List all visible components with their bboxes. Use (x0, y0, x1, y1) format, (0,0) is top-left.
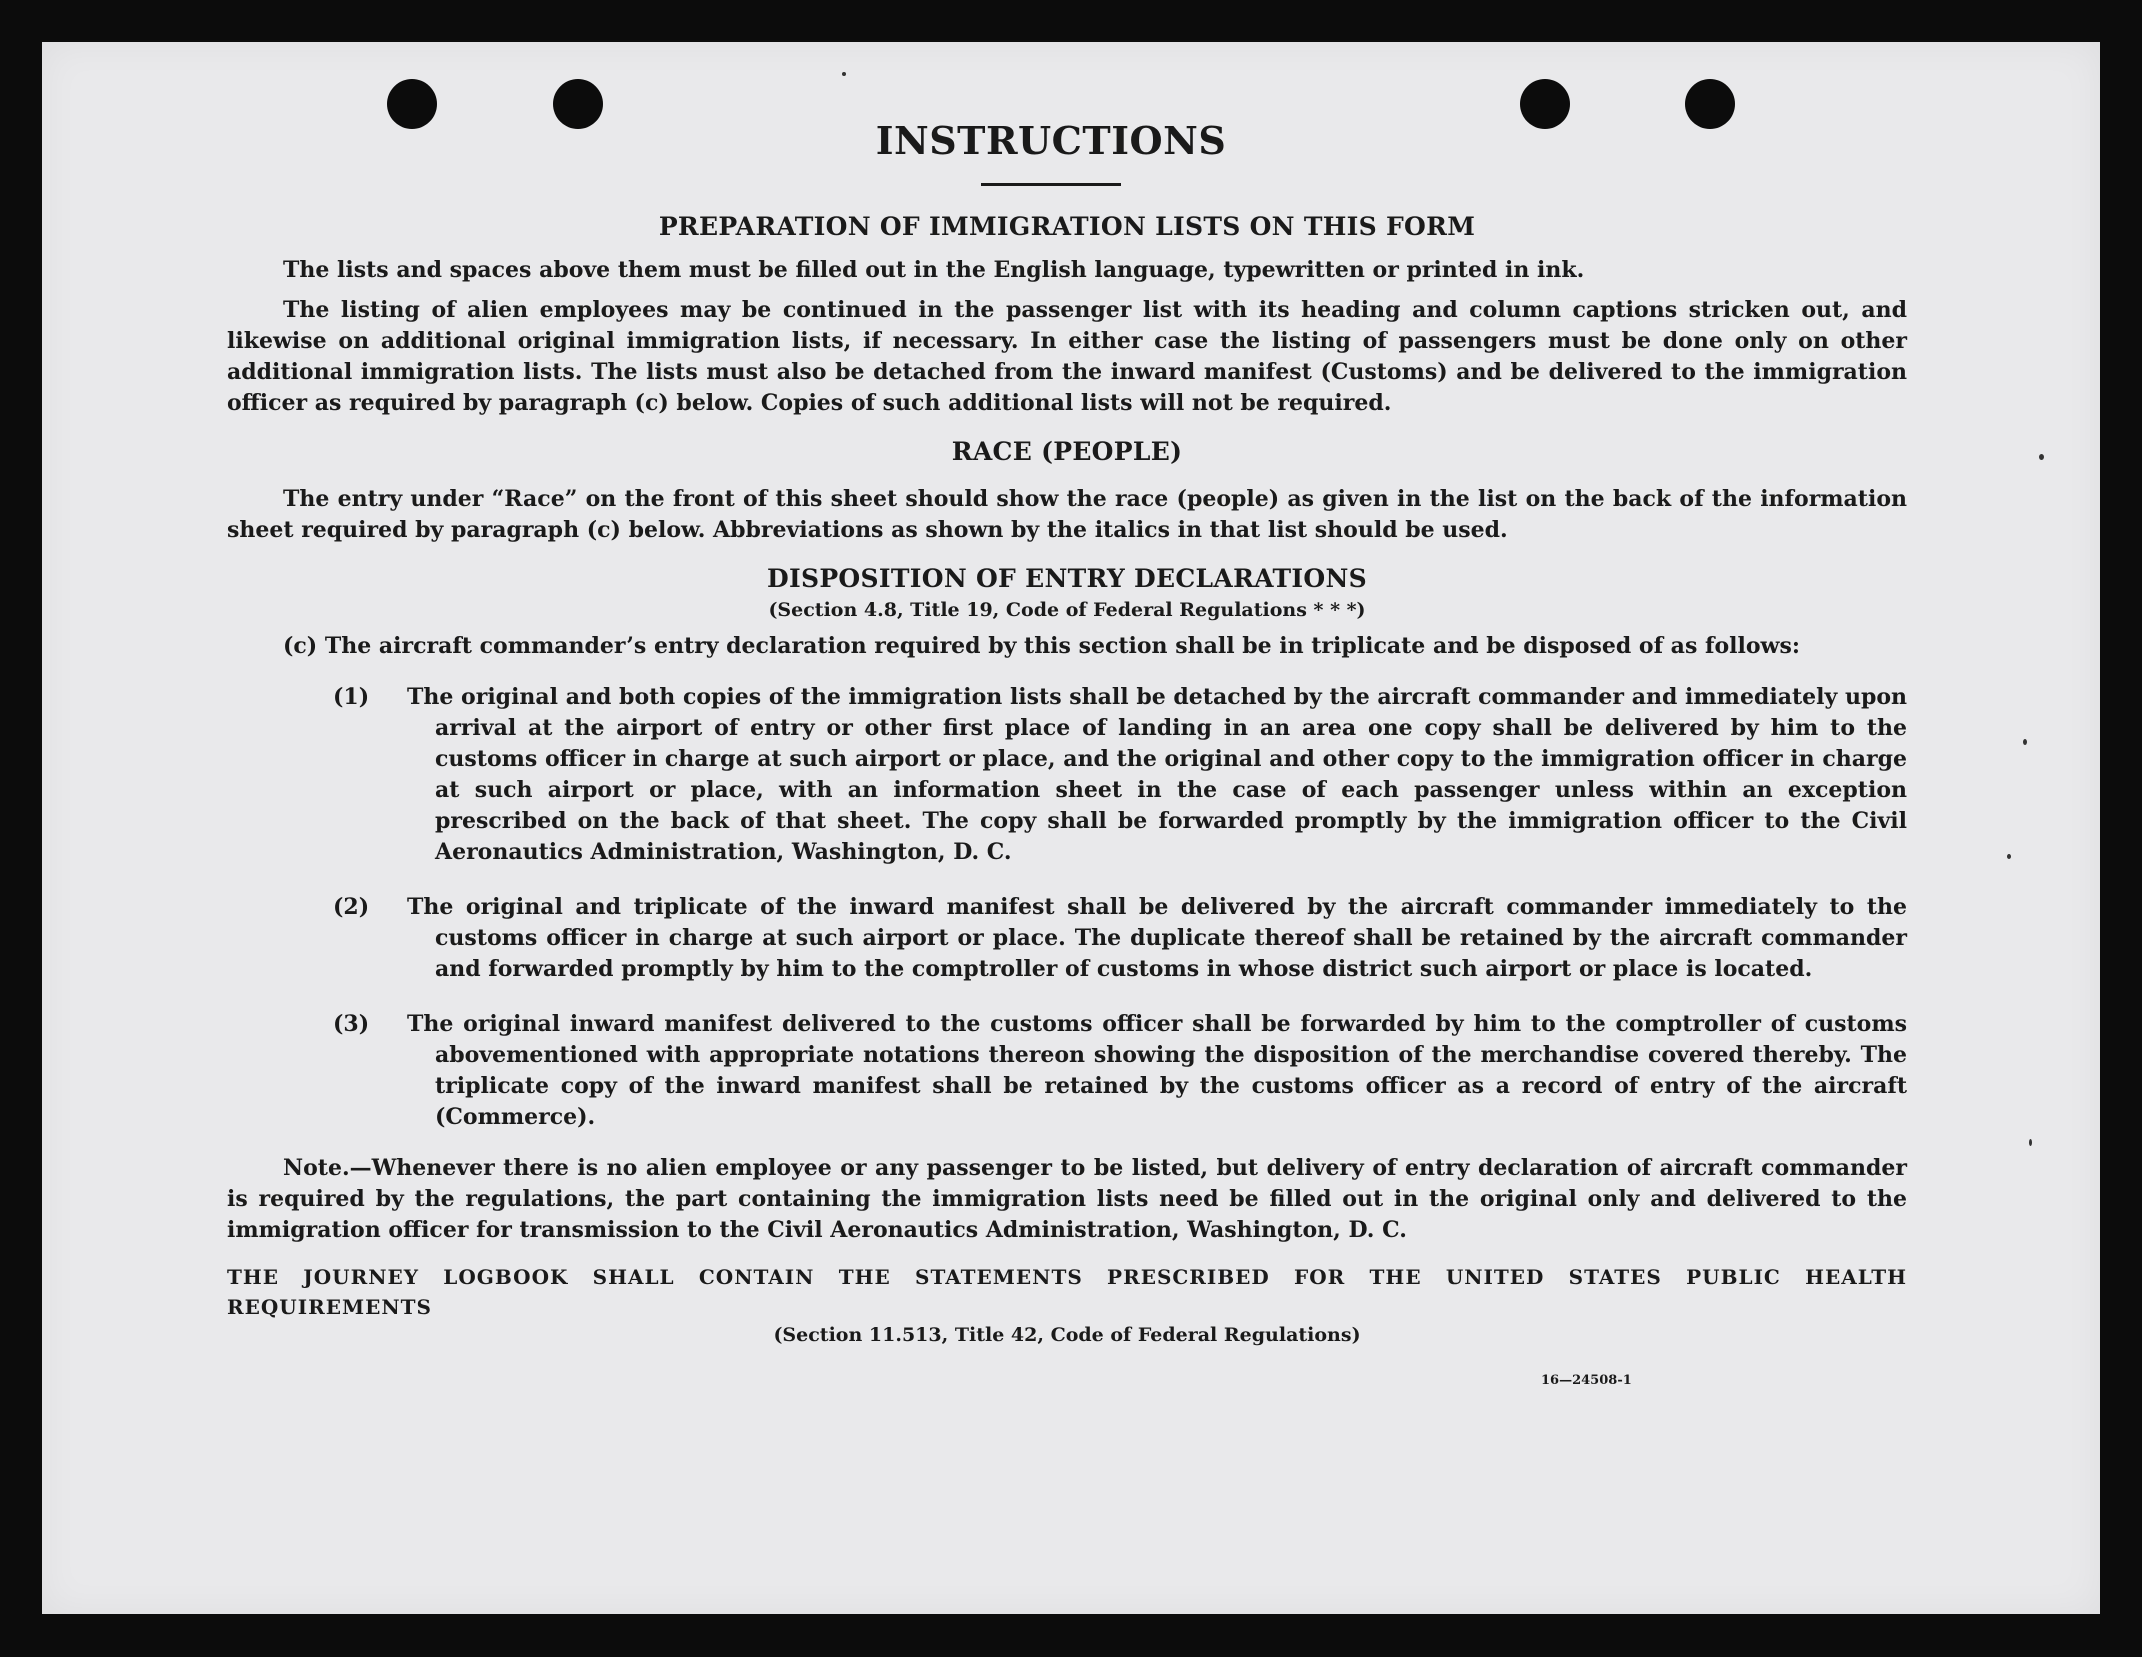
paper-speck (842, 72, 846, 76)
title-rule (981, 183, 1121, 186)
list-item-number: (3) (333, 1011, 370, 1037)
list-intro: (c) The aircraft commander’s entry declaration required by this section shall be in triplicate and be disposed of as follows: (283, 633, 1800, 659)
section-subheading: (Section 4.8, Title 19, Code of Federal Regulations * * *) (768, 599, 1366, 621)
section-heading-race: RACE (PEOPLE) (951, 437, 1183, 466)
list-item-number: (2) (333, 894, 370, 920)
list-item (227, 892, 1907, 985)
list-item-text: The original and both copies of the immigration lists shall be detached by the aircraft commander and immediately upon arrival at the airport of entry or other first place of landing in an area one copy shall be delivered by him to the customs officer in charge at such airport or place, and the original and other copy to the immigration officer in charge at such airport or place, with an information sheet in the case of each passenger unless within an exception prescribed on the back of that sheet. The copy shall be forwarded promptly by the immigration officer to the Civil Aeronautics Administration, Washington, D. C. (407, 684, 1907, 865)
list-item (227, 1009, 1907, 1133)
paper-speck (2023, 739, 2027, 745)
paragraph: The lists and spaces above them must be filled out in the English language, typewritten or printed in ink. (283, 257, 1585, 283)
instructions-content (227, 118, 1907, 1346)
list-item (227, 682, 1907, 868)
paper-speck (2029, 1139, 2032, 1146)
section-heading-preparation: PREPARATION OF IMMIGRATION LISTS ON THIS FORM (658, 212, 1476, 241)
public-health-statement: THE JOURNEY LOGBOOK SHALL CONTAIN THE STATEMENTS PRESCRIBED FOR THE UNITED STATES PUBLIC HEALTH REQUIREMENTS (227, 1265, 1907, 1319)
page-title: INSTRUCTIONS (875, 118, 1227, 163)
paper-speck (2007, 854, 2011, 859)
list-item-text: The original and triplicate of the inward manifest shall be delivered by the aircraft commander immediately to the customs officer in charge at such airport or place. The duplicate thereof shall be retained by the aircraft commander and forwarded promptly by him to the comptroller of customs in whose district such airport or place is located. (407, 894, 1907, 982)
list-item-number: (1) (333, 684, 370, 710)
form-number: 16—24508-1 (1541, 1373, 1632, 1388)
paragraph: The entry under “Race” on the front of this sheet should show the race (people) as given in the list on the back of the information sheet required by paragraph (c) below. Abbreviations as shown by the italics in that list should be used. (227, 486, 1907, 543)
public-health-citation: (Section 11.513, Title 42, Code of Federal Regulations) (773, 1324, 1361, 1346)
section-heading-disposition: DISPOSITION OF ENTRY DECLARATIONS (767, 564, 1367, 593)
list-item-text: The original inward manifest delivered to the customs officer shall be forwarded by him to the comptroller of customs abovementioned with appropriate notations thereon showing the disposition of the merchandise covered thereby. The triplicate copy of the inward manifest shall be retained by the customs officer as a record of entry of the aircraft (Commerce). (407, 1011, 1907, 1130)
paragraph: The listing of alien employees may be continued in the passenger list with its heading and column captions stricken out, and likewise on additional original immigration lists, if necessary. In either case the listing of passengers must be done only on other additional immigration lists. The lists must also be detached from the inward manifest (Customs) and be delivered to the immigration officer as required by paragraph (c) below. Copies of such additional lists will not be required. (227, 297, 1907, 416)
paper-speck (2039, 454, 2044, 460)
note-paragraph: Note.—Whenever there is no alien employee or any passenger to be listed, but delivery of entry declaration of aircraft commander is required by the regulations, the part containing the immigration lists need be filled out in the original only and delivered to the immigration officer for transmission to the Civil Aeronautics Administration, Washington, D. C. (227, 1155, 1907, 1243)
